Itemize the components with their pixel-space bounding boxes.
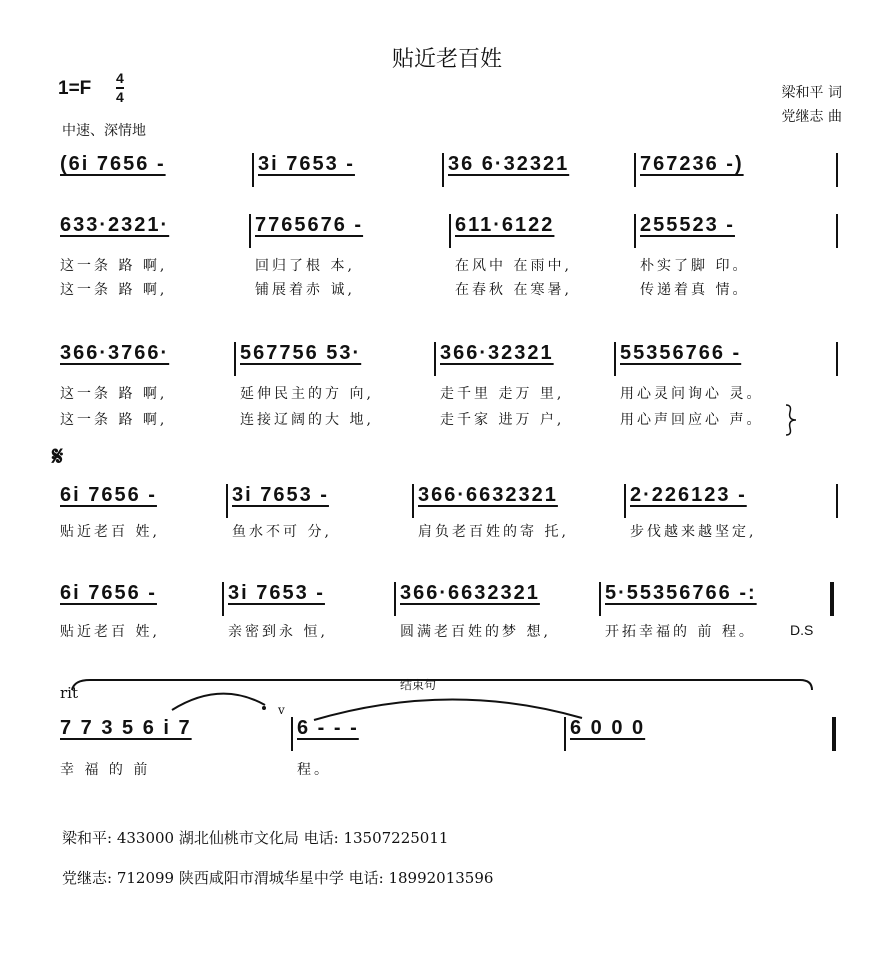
measure: 7 7 3 5 6 i 7 (60, 717, 192, 739)
segno-sign: 𝄋 (52, 442, 64, 472)
lyric-1: 亲密到永 恒, (228, 624, 328, 640)
measure: 255523 - (640, 214, 735, 236)
measure: 5·55356766 -: (605, 582, 757, 604)
measure: 55356766 - (620, 342, 742, 364)
lyric-1: 步伐越来越坚定, (630, 524, 757, 540)
contact-composer: 党继志: 712099 陕西咸阳市渭城华星中学 电话: 18992013596 (62, 869, 494, 887)
contact-lyricist: 梁和平: 433000 湖北仙桃市文化局 电话: 13507225011 (62, 829, 449, 847)
measure: 633·2321· (60, 214, 170, 236)
lyric-1: 幸 福 的 前 (60, 762, 151, 778)
measure: 7765676 - (255, 214, 364, 236)
lyricist-credit: 梁和平 词 (781, 85, 842, 101)
ds-marking: D.S (790, 622, 814, 638)
measure: 3i 7653 - (258, 153, 355, 175)
measure: 3i 7653 - (232, 484, 329, 506)
lyric-1: 回归了根 本, (255, 258, 355, 274)
measure: 6 - - - (297, 717, 359, 739)
lyric-1: 走千里 走万 里, (440, 386, 565, 402)
measure: 366·6632321 (400, 582, 540, 604)
measure: 366·32321 (440, 342, 554, 364)
measure: 36 6·32321 (448, 153, 570, 175)
key-signature: 1=F (58, 78, 92, 99)
lyric-1: 这一条 路 啊, (60, 258, 168, 274)
lyric-1: 贴近老百 姓, (60, 624, 160, 640)
measure: 3i 7653 - (228, 582, 325, 604)
measure: 6 0 0 0 (570, 717, 646, 739)
lyric-1: 用心灵问询心 灵。 (620, 386, 764, 402)
lyric-1: 程。 (297, 762, 331, 778)
tie (314, 699, 582, 720)
measure: 6i 7656 - (60, 582, 157, 604)
fermata-dot (262, 706, 266, 710)
brace (786, 405, 796, 435)
measure: 611·6122 (455, 214, 555, 236)
tempo-marking: 中速、深情地 (62, 123, 146, 139)
time-top: 4 (116, 70, 124, 89)
lyric-1: 肩负老百姓的寄 托, (418, 524, 569, 540)
measure: 6i 7656 - (60, 484, 157, 506)
lyric-1: 贴近老百 姓, (60, 524, 160, 540)
slur (172, 694, 265, 710)
measure: 767236 -) (640, 153, 744, 175)
lyric-1: 鱼水不可 分, (232, 524, 332, 540)
lyric-1: 开拓幸福的 前 程。 (605, 624, 756, 640)
lyric-2: 这一条 路 啊, (60, 412, 168, 428)
breath-mark: v (278, 703, 285, 717)
lyric-1: 在风中 在雨中, (455, 258, 572, 274)
lyric-1: 延伸民主的方 向, (240, 386, 374, 402)
lyric-2: 传递着真 情。 (640, 282, 750, 298)
lyric-2: 连接辽阔的大 地, (240, 412, 374, 428)
lyric-2: 用心声回应心 声。 (620, 412, 764, 428)
measure: 366·6632321 (418, 484, 558, 506)
measure: (6i 7656 - (60, 153, 166, 175)
measure: 567756 53· (240, 342, 362, 364)
lyric-1: 朴实了脚 印。 (640, 258, 750, 274)
lyric-2: 走千家 进万 户, (440, 412, 565, 428)
measure: 366·3766· (60, 342, 170, 364)
ending-label: 结束句 (400, 678, 437, 692)
ending-bracket (72, 680, 812, 690)
song-title: 贴近老百姓 (391, 47, 502, 72)
lyric-2: 在春秋 在寒暑, (455, 282, 572, 298)
composer-credit: 党继志 曲 (781, 109, 842, 125)
rit-marking: rit (60, 684, 78, 702)
lyric-1: 这一条 路 啊, (60, 386, 168, 402)
lyric-1: 圆满老百姓的梦 想, (400, 624, 551, 640)
measure: 2·226123 - (630, 484, 747, 506)
lyric-2: 这一条 路 啊, (60, 282, 168, 298)
time-bottom: 4 (116, 89, 124, 105)
lyric-2: 铺展着赤 诚, (255, 282, 355, 298)
